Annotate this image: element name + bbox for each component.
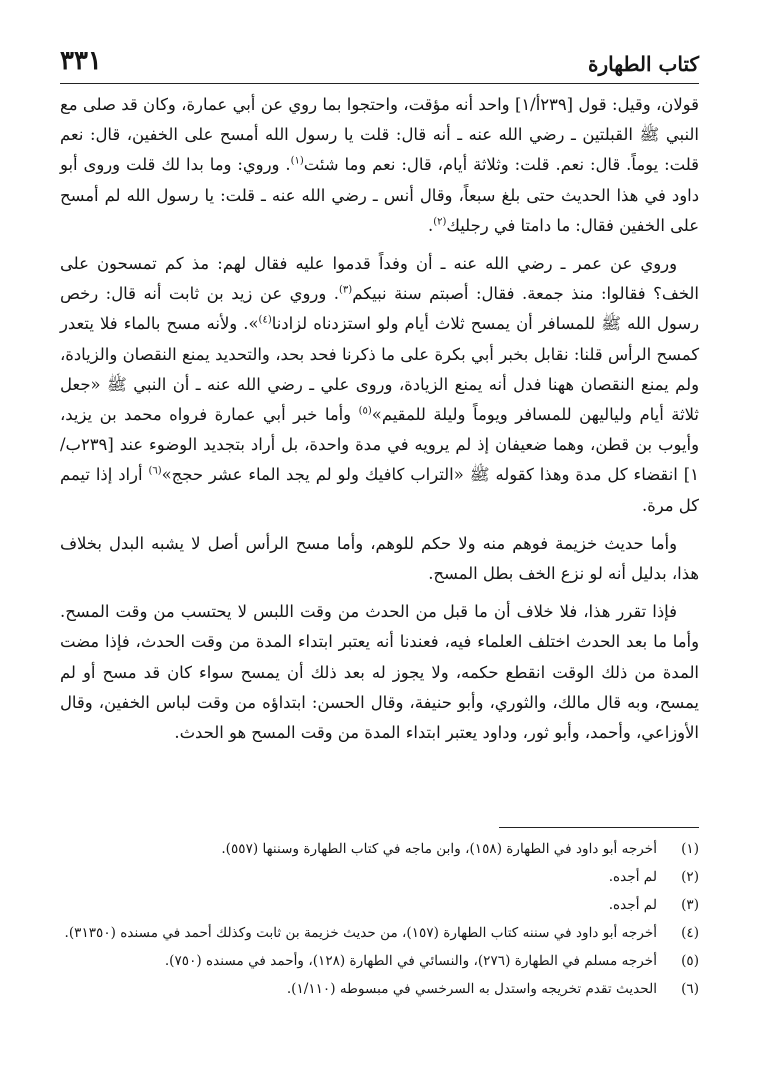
footnote-ref: (٦) [148,465,162,477]
footnote-ref: (١) [290,155,304,167]
footnote-text: لم أجده. [608,897,657,913]
footnote-ref: (٢) [433,216,447,228]
header-divider [60,83,699,84]
footnote-ref: (٥) [358,405,372,417]
footnote [60,838,699,861]
paragraph-text: ». ولأنه مسح بالماء فلا يتعدر كمسح الرأس قلنا: نقابل بخبر أبي بكرة على ما ذكرنا فحد بحد، والتحديد يمنع النقصان والزيادة، ولم يمنع النقصان ههنا فدل أنه يمنع الزيادة، وروى علي ـ رضي الله عنه ـ أن النبي ﷺ «جعل ثلاثة أيام ولياليهن للمسافر ويوماً وليلة للمقيم» [60,314,699,425]
footnote-number: (١) [681,841,699,857]
paragraph-text: وروي عن عمر ـ رضي الله عنه ـ أن وفداً قدموا عليه فقال لهم: مذ كم تمسحون على الخف؟ فقالوا: منذ جمعة. فقال: أصبتم سنة نبيكم [60,254,699,304]
paragraph [60,249,699,521]
paragraph [60,90,699,241]
page-number: ٣٣١ [60,46,102,76]
footnote-text: لم أجده. [608,869,657,885]
footnote-text: أخرجه مسلم في الطهارة (٢٧٦)، والنسائي في الطهارة (١٢٨)، وأحمد في مسنده (٧٥٠). [164,953,657,969]
footnote [60,922,699,945]
footnote-number: (٢) [681,869,699,885]
paragraph-text: وأما خبر أبي عمارة فرواه محمد بن يزيد، وأيوب بن قطن، وهما ضعيفان إذ لم يرويه في مدة واحدة، بل أراد بتجديد الوضوء عند [٢٣٩ب/١] انقضاء كل مدة وهذا كقوله ﷺ «التراب كافيك ولو لم يجد الماء عشر حجج» [60,405,699,485]
footnote-divider [499,827,699,828]
footnote [60,950,699,973]
paragraph-text: . وروي: وما بدا لك قلت وروى أبو داود في هذا الحديث حتى بلغ سبعاً، وقال أنس ـ رضي الله عنه ـ قلت: يا رسول الله لم أمسح على الخفين فقال: ما دامتا في رجليك [60,155,699,235]
paragraph-text: . [427,215,434,235]
book-title: كتاب الطهارة [588,52,699,76]
footnote-text: الحديث تقدم تخريجه واستدل به السرخسي في مبسوطه (١/١١٠). [286,981,657,997]
footnote-number: (٥) [681,953,699,969]
paragraph-text: قولان، وقيل: قول [٢٣٩أ/١] واحد أنه مؤقت، واحتجوا بما روي عن أبي عمارة، وكان قد صلى مع النبي ﷺ القبلتين ـ رضي الله عنه ـ أنه قال: قلت يا رسول الله أمسح على الخفين، قال: نعم قلت: يوماً. قال: نعم. قلت: وثلاثة أيام، قال: نعم وما شئت [60,95,699,175]
footnotes [60,838,699,1006]
footnote-text: أخرجه أبو داود في سننه كتاب الطهارة (١٥٧)، من حديث خزيمة بن ثابت وكذلك أحمد في مسنده (٣١٣٥٠). [64,925,657,941]
paragraph-text: وأما حديث خزيمة فوهم منه ولا حكم للوهم، وأما مسح الرأس أصل لا يشبه البدل بخلاف هذا، بدليل أنه لو نزع الخف بطل المسح. [60,533,699,584]
main-text [60,90,699,756]
paragraph [60,597,699,748]
paragraph [60,529,699,589]
footnote-number: (٤) [681,925,699,941]
paragraph-text: . وروي عن زيد بن ثابت أنه قال: رخص رسول الله ﷺ للمسافر أن يمسح ثلاث أيام ولو استزدناه لزادنا [60,284,699,334]
footnote [60,894,699,917]
footnote-ref: (٣) [339,284,353,296]
page-header [60,46,699,80]
footnote [60,866,699,889]
footnote-number: (٦) [681,981,699,997]
footnote-number: (٣) [681,897,699,913]
footnote [60,978,699,1001]
paragraph-text: أراد إذا تيمم كل مرة. [60,465,699,515]
paragraph-text: فإذا تقرر هذا، فلا خلاف أن ما قبل من الحدث من وقت اللبس لا يحتسب من وقت المسح. وأما ما بعد الحدث اختلف العلماء فيه، فعندنا أنه يعتبر ابتداء المدة من وقت الحدث، فإذا مضت المدة من ذلك الوقت انقطع حكمه، ولا يجوز له بعد ذلك أن يمسح سواء كان قد مسح أو لم يمسح، وبه قال مالك، والثوري، وأبو حنيفة، وقال الحسن: ابتداؤه من وقت لباس الخفين، وقال الأوزاعي، وأحمد، وأبو ثور، وداود يعتبر ابتداء المدة من وقت المسح هو الحدث. [60,602,699,743]
footnote-text: أخرجه أبو داود في الطهارة (١٥٨)، وابن ماجه في كتاب الطهارة وسننها (٥٥٧). [221,841,657,857]
footnote-ref: (٤) [258,314,272,326]
